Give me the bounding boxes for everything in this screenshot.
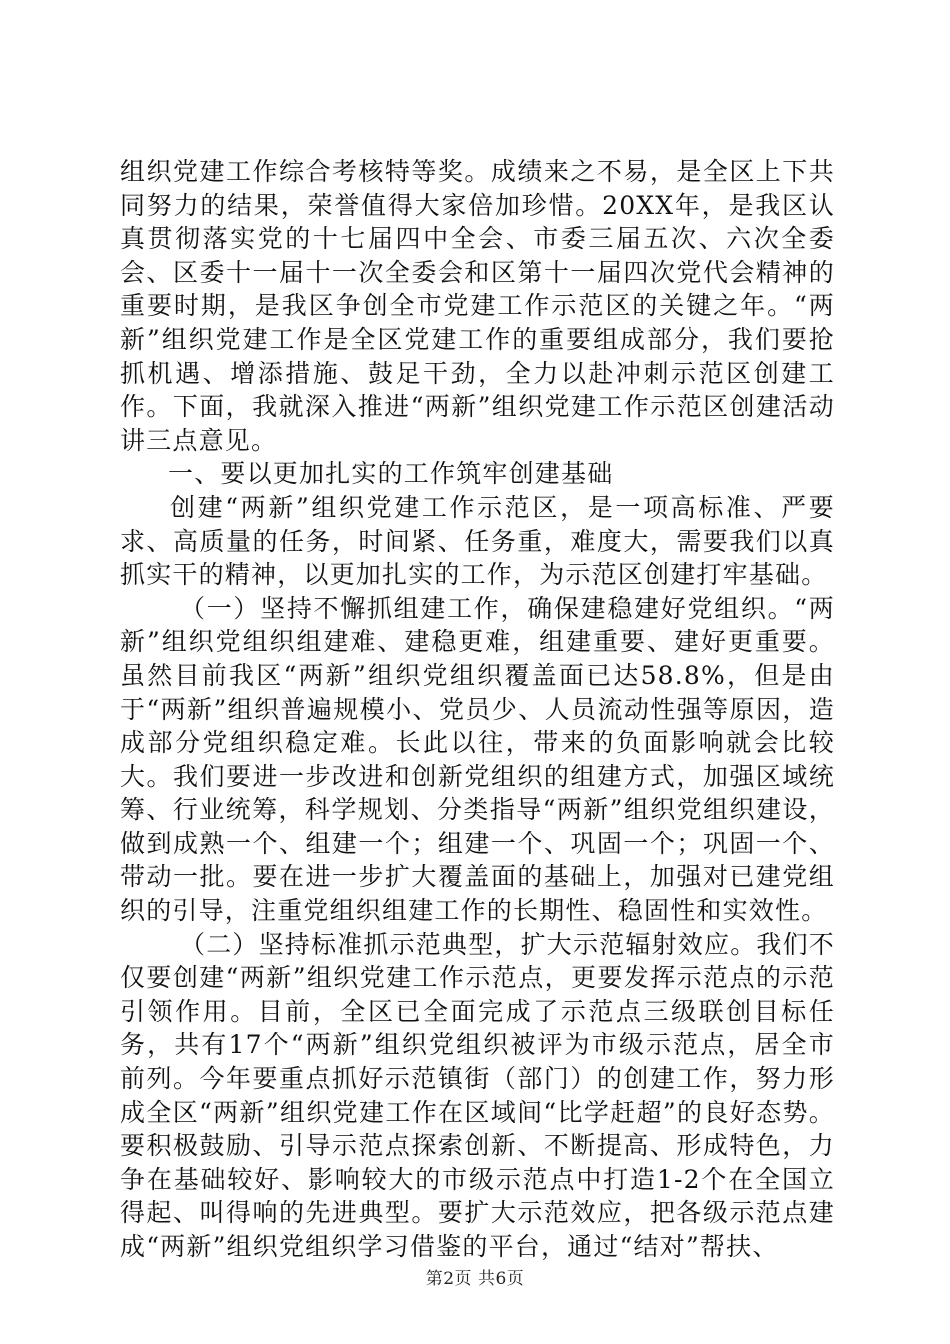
page-footer: 第2页 共6页 — [425, 1269, 525, 1289]
paragraph-subsection-2: （二）坚持标准抓示范典型，扩大示范辐射效应。我们不仅要创建“两新”组织党建工作示范点，更要发挥示范点的示范引领作用。目前，全区已全面完成了示范点三级联创目标任务，共有17个“两新”组织党组织被评为市级示范点，居全市前列。今年要重点抓好示范镇街（部门）的创建工作，努力形成全区“两新”组织党建工作在区域间“比学赶超”的良好态势。要积极鼓励、引导示范点探索创新、不断提高、形成特色，力争在基础较好、影响较大的市级示范点中打造1-2个在全国立得起、叫得响的先进典型。要扩大示范效应，把各级示范点建成“两新”组织党组织学习借鉴的平台，通过“结对”帮扶、 — [120, 929, 836, 1261]
paragraph-subsection-1: （一）坚持不懈抓组建工作，确保建稳建好党组织。“两新”组织党组织组建难、建稳更难，组建重要、建好更重要。虽然目前我区“两新”组织党组织覆盖面已达58.8%，但是由于“两新”组织普遍规模小、党员少、人员流动性强等原因，造成部分党组织稳定难。长此以往，带来的负面影响就会比较大。我们要进一步改进和创新党组织的组建方式，加强区域统筹、行业统筹，科学规划、分类指导“两新”组织党组织建设，做到成熟一个、组建一个；组建一个、巩固一个；巩固一个、带动一批。要在进一步扩大覆盖面的基础上，加强对已建党组织的引导，注重党组织组建工作的长期性、稳固性和实效性。 — [120, 593, 835, 926]
paragraph-intro: 组织党建工作综合考核特等奖。成绩来之不易，是全区上下共同努力的结果，荣誉值得大家倍加珍惜。20XX年，是我区认真贯彻落实党的十七届四中全会、市委三届五次、六次全委会、区委十一届十一次全委会和区第十一届四次党代会精神的重要时期，是我区争创全市党建工作示范区的关键之年。“两新”组织党建工作是全区党建工作的重要组成部分，我们要抢抓机遇、增添措施、鼓足干劲，全力以赴冲刺示范区创建工作。下面，我就深入推进“两新”组织党建工作示范区创建活动讲三点意见。 — [120, 157, 835, 455]
section-heading-1: 一、要以更加扎实的工作筑牢创建基础 — [168, 459, 614, 489]
document-body — [120, 155, 835, 1264]
paragraph-section-1-intro: 创建“两新”组织党建工作示范区，是一项高标准、严要求、高质量的任务，时间紧、任务重，难度大，需要我们以真抓实干的精神，以更加扎实的工作，为示范区创建打牢基础。 — [120, 492, 835, 590]
